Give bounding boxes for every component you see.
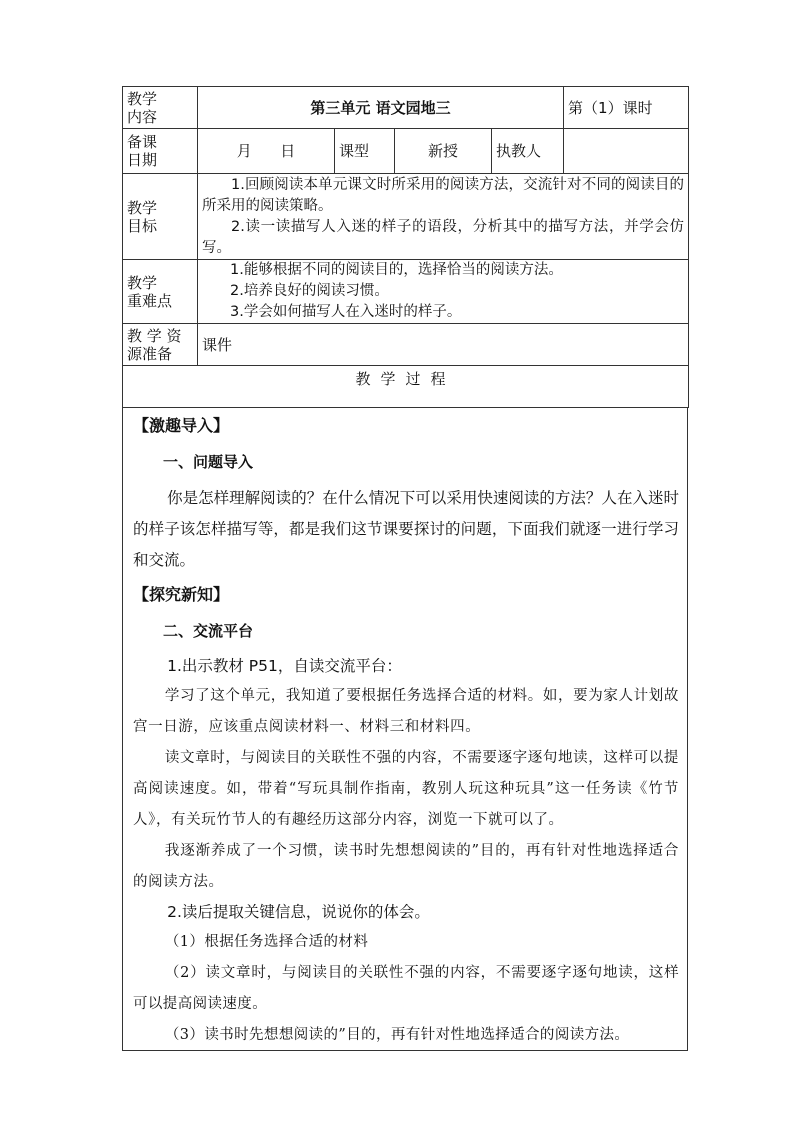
label-teaching-goals bbox=[123, 174, 198, 260]
key-points bbox=[198, 260, 689, 324]
section-heading-intro: 【激趣导入】 bbox=[133, 416, 230, 435]
date-value: 月 日 bbox=[198, 129, 335, 174]
label-prep-date bbox=[123, 129, 198, 174]
row-goals bbox=[123, 174, 689, 260]
exchange-paragraph-3: 我逐渐养成了一个习惯，读书时先想想阅读的”目的，再有针对性地选择适合的阅读方法。 bbox=[133, 843, 679, 890]
lesson-title: 第三单元 语文园地三 bbox=[198, 87, 564, 129]
goal-2: 2.读一读描写人入迷的样子的语段，分析其中的描写方法，并学会仿写。 bbox=[202, 218, 685, 256]
subheading-exchange: 二、交流平台 bbox=[163, 622, 254, 640]
row-process bbox=[123, 366, 689, 408]
label-line: 教学 bbox=[127, 273, 158, 292]
answer-3: （3）读书时先想想阅读的”目的，再有针对性地选择适合的阅读方法。 bbox=[164, 1027, 630, 1043]
point-2: 2.培养良好的阅读习惯。 bbox=[230, 283, 389, 299]
goal-1: 1.回顾阅读本单元课文时所采用的阅读方法，交流针对不同的阅读目的所采用的阅读策略。 bbox=[202, 176, 685, 214]
point-1: 1.能够根据不同的阅读目的，选择恰当的阅读方法。 bbox=[230, 262, 563, 278]
label-resources bbox=[123, 324, 198, 366]
label-teaching-content bbox=[123, 87, 198, 129]
intro-paragraph: 你是怎样理解阅读的？在什么情况下可以采用快速阅读的方法？人在入迷时的样子该怎样描写等，都是我们这节课要探讨的问题，下面我们就逐一进行学习和交流。 bbox=[133, 489, 679, 569]
lesson-body bbox=[122, 407, 688, 1051]
label-line: 日期 bbox=[127, 151, 158, 169]
label-line: 教学 bbox=[127, 198, 158, 217]
row-resources bbox=[123, 324, 689, 366]
subheading-question: 一、问题导入 bbox=[163, 453, 254, 471]
answer-1: （1）根据任务选择合适的材料 bbox=[164, 934, 369, 950]
label-key-points bbox=[123, 260, 198, 324]
exchange-paragraph-2: 读文章时，与阅读目的关联性不强的内容，不需要逐字逐句地读，这样可以提高阅读速度。如，带着“写玩具制作指南，教别人玩这种玩具”这一任务读《竹节人》，有关玩竹节人的有趣经历这部分内容，浏览一下就可以了。 bbox=[133, 750, 679, 828]
label-line: 内容 bbox=[127, 107, 158, 126]
point-3: 3.学会如何描写人在入迷时的样子。 bbox=[230, 304, 462, 320]
label-line: 教学 bbox=[127, 89, 158, 108]
step-1: 1.出示教材 P51，自读交流平台： bbox=[167, 657, 402, 675]
label-line: 教 学 资 bbox=[127, 326, 182, 345]
step-2: 2.读后提取关键信息，说说你的体会。 bbox=[167, 903, 430, 921]
lesson-type-label: 课型 bbox=[335, 129, 395, 174]
lesson-number: 第（1）课时 bbox=[564, 87, 689, 129]
answer-2: （2）读文章时，与阅读目的关联性不强的内容，不需要逐字逐句地读，这样可以提高阅读速度。 bbox=[133, 965, 679, 1012]
label-line: 备课 bbox=[127, 133, 158, 151]
section-heading-explore: 【探究新知】 bbox=[133, 585, 230, 604]
label-line: 目标 bbox=[127, 216, 158, 235]
lesson-type-value: 新授 bbox=[395, 129, 492, 174]
teaching-goals bbox=[198, 174, 689, 260]
row-date bbox=[123, 129, 689, 174]
resources-value: 课件 bbox=[198, 324, 689, 366]
label-line: 重难点 bbox=[127, 291, 173, 310]
lesson-plan-table bbox=[122, 86, 689, 408]
teacher-value bbox=[564, 129, 689, 174]
row-content bbox=[123, 87, 689, 129]
label-line: 源准备 bbox=[127, 344, 173, 363]
row-key-points bbox=[123, 260, 689, 324]
teacher-label: 执教人 bbox=[492, 129, 564, 174]
teaching-process-heading: 教学过程 bbox=[123, 366, 689, 408]
exchange-paragraph-1: 学习了这个单元，我知道了要根据任务选择合适的材料。如，要为家人计划故宫一日游，应该重点阅读材料一、材料三和材料四。 bbox=[133, 688, 679, 735]
